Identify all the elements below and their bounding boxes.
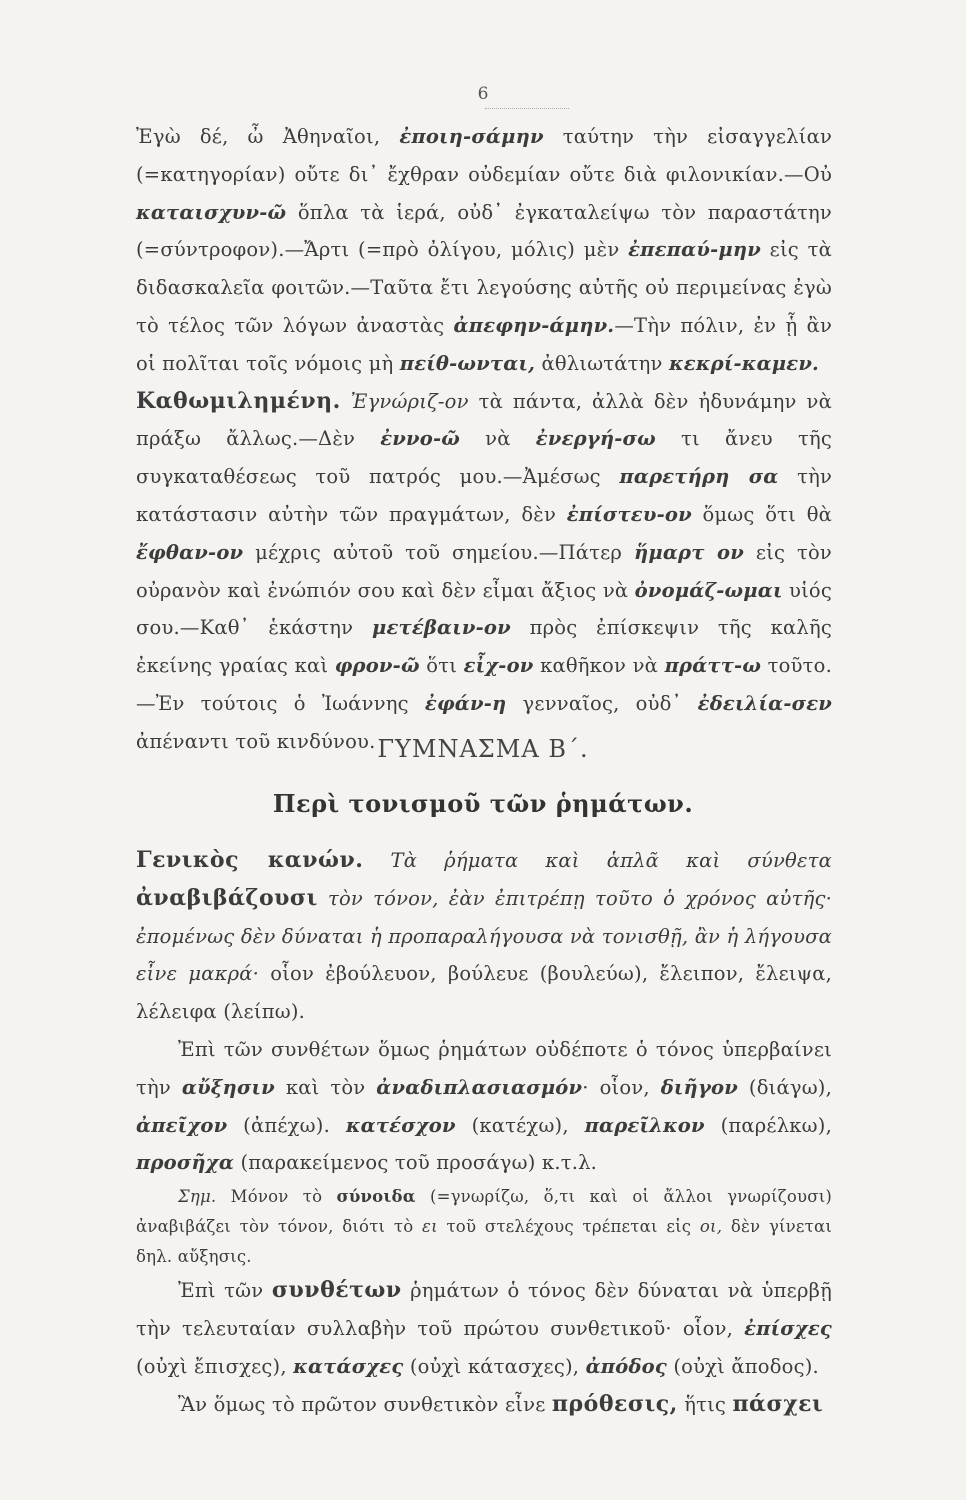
text-run: ὅπλα τὰ ἱερά, οὐδ᾽ ἐγκαταλείψω τὸν παραστάτην (=σύντροφον).—Ἄρτι (=πρὸ ὀλίγου, μόλις) μὲν [136,200,832,262]
paragraph-compound-augment [136,1031,832,1182]
verb-form: προσῆχα [136,1151,235,1175]
text-run: (κατέχω), [455,1113,585,1137]
verb-form: κεκρί-καμεν. [668,351,820,375]
text-run: ἀθλιωτάτην [535,351,669,375]
verb-form: ἀναδιπλασιασμόν [376,1075,583,1099]
text-run: ἀπέναντι τοῦ κινδύνου. [136,729,376,753]
verb-form: ὀνομάζ-ωμαι [634,578,783,602]
text-run: τὴν κατάστασιν αὐτὴν τῶν πραγμάτων, δὲν [136,465,833,526]
text-run: καθῆκον νὰ [533,654,665,678]
verb-form: διῆγον [660,1075,738,1099]
text-run: (διάγω), [737,1075,833,1099]
verb-form: ἐπεπαύ-μην [628,238,761,262]
verb-form: ἐννο-ῶ [380,427,461,451]
text-run: πρὸς ἐπίσκεψιν τῆς καλῆς ἐκείνης γραίας καὶ [136,616,832,678]
text-run: Μόνον τὸ [216,1187,337,1207]
accent-rules-block [136,842,832,1423]
text-run: ταύτην τὴν εἰσαγγελίαν (=κατηγορίαν) οὔτε δι᾽ ἔχθραν οὐδεμίαν οὔτε διὰ φιλονικίαν.—Οὐ [136,125,833,186]
verb-form: ἐπίστευ-ον [566,502,692,526]
verb-form: εἶχ-ον [463,654,534,678]
text-run: τι ἄνευ τῆς συγκαταθέσεως τοῦ πατρός μου.—Ἀμέσως [136,427,832,489]
verb-form: ἀπόδος [585,1354,667,1378]
bold-term: Καθωμιλημένη. [136,387,341,414]
text-run: · οἷον, [582,1075,661,1099]
verb-form: ἐνεργή-σω [535,427,656,451]
italic-run: οι, [699,1217,723,1237]
text-run: γενναῖος, οὐδ᾽ [506,691,698,715]
text-run: οἷον ἐβούλευον, βούλευε (βουλεύω), ἔλειπον, ἔλειψα, λέλειφα (λείπω). [136,962,832,1024]
verb-form: ἔφθαν-ον [136,540,244,564]
text-run: νὰ [460,427,536,451]
text-run: καὶ τὸν [274,1075,377,1099]
bold-term: συνθέτων [271,1277,402,1304]
italic-run: ει [422,1217,438,1237]
page-number: 6 [477,84,489,104]
text-run: (=γνωρίζω, ὅ,τι καὶ οἱ ἄλλοι γνωρίζουσι) ἀναβιβάζει τὸν τόνον, διότι τὸ [136,1187,832,1237]
text-run: Ἂν ὅμως τὸ πρῶτον συνθετικὸν εἶνε [178,1392,552,1416]
text-run: (οὐχὶ ἔπισχες), [136,1354,294,1378]
text-run: (παρέλκω), [704,1113,832,1137]
paragraph-general-rule [136,842,832,1031]
exercise-sentences-block [136,118,832,761]
italic-run: Τὰ ῥήματα καὶ ἁπλᾶ καὶ σύνθετα [363,849,832,872]
verb-form: καταισχυν-ῶ [136,200,287,224]
section-title: Περὶ τονισμοῦ τῶν ῥημάτων. [272,789,694,818]
bold-term: σύνοιδα [336,1187,416,1207]
verb-form: ἀπεῖχον [136,1113,228,1137]
text-run: Ἐπὶ τῶν [178,1279,272,1303]
verb-form: ἥμαρτ ον [633,540,744,564]
text-run: υἱός σου.—Καθ᾽ ἑκάστην [136,578,832,640]
text-run: (παρακείμενος τοῦ προσάγω) κ.τ.λ. [234,1151,598,1175]
paragraph-note [136,1182,832,1272]
text-run: εἰς τὰ διδασκαλεῖα φοιτῶν.—Ταῦτα ἔτι λεγούσης αὐτῆς οὐ περιμείνας ἐγὼ τὸ τέλος τῶν λόγων ἀναστὰς [136,238,832,337]
text-run: ἥτις [677,1392,733,1416]
text-run: Ἐπὶ τῶν συνθέτων ὅμως ῥημάτων οὐδέποτε ὁ τόνος ὑπερβαίνει τὴν [136,1037,832,1099]
text-run: τοῦτο.—Ἐν τούτοις ὁ Ἰωάννης [136,654,832,715]
text-run: —Τὴν πόλιν, ἐν ᾗ ἂν οἱ πολῖται τοῖς νόμοις μὴ [136,313,833,375]
verb-form: αὔξησιν [181,1075,275,1099]
verb-form: ἐπίσχες [744,1316,832,1340]
verb-form: πείθ-ωνται, [399,351,536,375]
italic-run: τὸν τόνον, ἐὰν ἐπιτρέπῃ τοῦτο ὁ χρόνος αὐτῆς· ἐπομένως δὲν δύναται ἡ προπαραλήγουσα νὰ τονισθῇ, ἂν ἡ λήγουσα εἶνε μακρά· [136,886,832,986]
text-run [341,390,351,413]
page-number-rule [485,108,569,109]
text-run: μέχρις αὐτοῦ τοῦ σημείου.—Πάτερ [243,540,634,564]
text-run: τὰ πάντα, ἀλλὰ δὲν ἠδυνάμην νὰ πράξω ἄλλως.—Δὲν [136,389,832,451]
text-run: (οὐχὶ κάτασχες), [403,1354,586,1378]
text-run: ὅτι [419,654,464,678]
verb-form: μετέβαιν-ον [371,616,511,640]
verb-form: ἐδειλία-σεν [697,691,832,715]
text-run: δὲν γίνεται δηλ. αὔξησις. [136,1217,833,1267]
text-run: ὅμως ὅτι θὰ [691,502,833,526]
paragraph-compound-verbs [136,1272,832,1385]
verb-form: φρον-ῶ [334,654,420,678]
italic-run: Ἐγνώριζ-ον [350,389,469,413]
text-run: ῥημάτων ὁ τόνος δὲν δύναται νὰ ὑπερβῇ τὴν τελευταίαν συλλαβὴν τοῦ πρώτου συνθετικοῦ· οἷον, [136,1279,833,1340]
italic-run: Σημ. [178,1187,217,1207]
verb-form: κατέσχον [345,1113,456,1137]
text-run: (ἀπέχω). [227,1113,346,1137]
verb-form: ἐφάν-η [424,691,507,715]
bold-term: Γενικὸς κανών. [136,847,364,873]
text-run: τοῦ στελέχους τρέπεται εἰς [437,1217,700,1237]
bold-term: πρόθεσις, [551,1390,678,1417]
verb-form: παρετήρη σα [619,465,779,489]
exercise-heading: ΓΥΜΝΑΣΜΑ Β΄. [377,735,589,763]
bold-term: πάσχει [732,1390,824,1417]
verb-form: ἐποιη-σάμην [399,125,544,148]
text-run: εἰς τὸν οὐρανὸν καὶ ἐνώπιόν σου καὶ δὲν εἶμαι ἄξιος νὰ [136,540,832,602]
text-run: (οὐχὶ ἄποδος). [666,1354,819,1378]
paragraph-preposition [136,1386,832,1424]
verb-form: πράττ-ω [664,654,762,678]
text-run: Ἐγὼ δέ, ὦ Ἀθηναῖοι, [136,125,400,148]
verb-form: παρεῖλκον [584,1113,705,1137]
bold-term: ἀναβιβάζουσι [136,884,318,911]
paragraph-colloquial-examples [136,383,832,761]
verb-form: ἀπεφην-άμην. [453,313,615,337]
paragraph-ancient-examples [136,118,832,383]
verb-form: κατάσχες [293,1354,404,1378]
